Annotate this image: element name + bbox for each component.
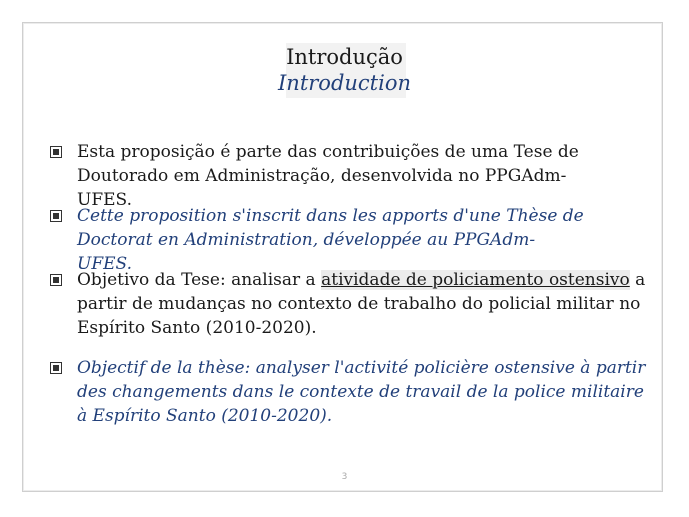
square-bullet-icon [50,274,64,288]
bullet-text-fr-1: Cette proposition s'inscrit dans les apports d'une Thèse de Doctorat en Administration, développée au PPGAdm-UFES. [77,206,584,274]
bullet-text-pt-1: Esta proposição é parte das contribuições de uma Tese de Doutorado em Administração, desenvolvida no PPGAdm-UFES. [77,142,579,210]
highlighted-phrase: atividade de policiamento ostensivo [321,270,630,290]
bullet-text-pt-2 [77,268,652,340]
bullet-text-after: a partir de mudanças no contexto de trabalho do policial militar no Espírito Santo (2010-2020). [77,270,646,338]
square-bullet-icon [50,210,64,224]
slide-title-portuguese: Introdução [286,45,403,69]
square-bullet-icon [50,146,64,160]
slide-title-french: Introduction [278,71,411,95]
square-bullet-icon [50,362,64,376]
page-number: 3 [341,472,348,482]
bullet-text-before: Objetivo da Tese: analisar a [77,270,322,290]
bullet-text-fr-2: Objectif de la thèse: analyser l'activité policière ostensive à partir des changements dans le contexte de travail de la police militaire à Espírito Santo (2010-2020). [77,358,646,426]
